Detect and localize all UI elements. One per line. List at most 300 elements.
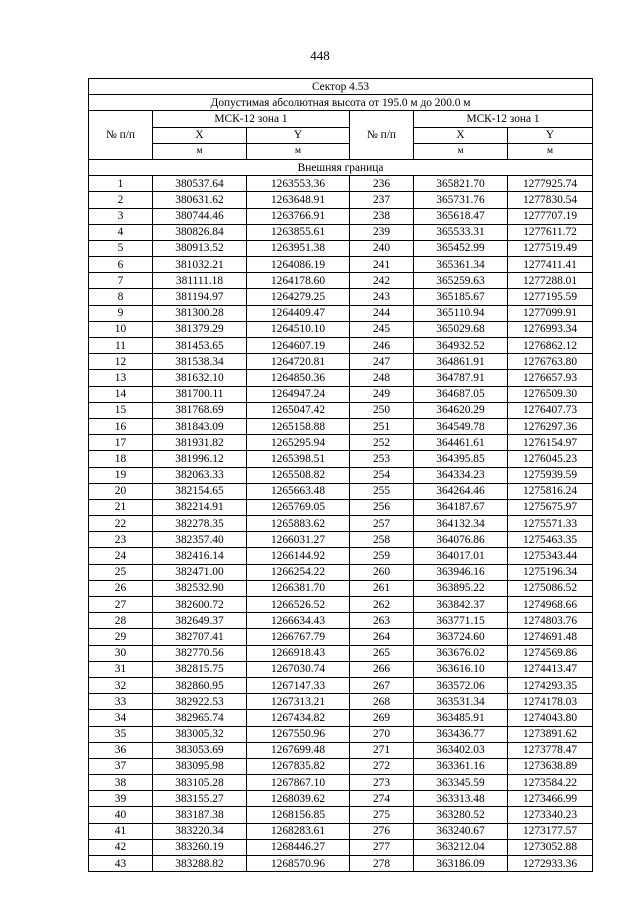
point-number-cell: 16	[89, 418, 153, 434]
y-coordinate-cell: 1273177.57	[508, 823, 593, 839]
table-row	[89, 694, 593, 710]
x-coordinate-cell: 382860.95	[153, 677, 247, 693]
x-coordinate-cell: 381843.09	[153, 418, 247, 434]
y-coordinate-cell: 1264720.81	[247, 354, 350, 370]
y-coordinate-cell: 1275463.35	[508, 532, 593, 548]
y-coordinate-cell: 1267147.33	[247, 677, 350, 693]
table-row	[89, 791, 593, 807]
x-coordinate-cell: 363240.67	[414, 823, 508, 839]
point-number-cell: 237	[350, 192, 414, 208]
x-coordinate-cell: 381931.82	[153, 435, 247, 451]
y-coordinate-cell: 1273778.47	[508, 742, 593, 758]
y-coordinate-cell: 1276045.23	[508, 451, 593, 467]
x-coordinate-cell: 383260.19	[153, 839, 247, 855]
point-number-cell: 244	[350, 305, 414, 321]
x-coordinate-cell: 382278.35	[153, 516, 247, 532]
y-coordinate-cell: 1265663.48	[247, 483, 350, 499]
table-row	[89, 548, 593, 564]
x-coordinate-cell: 363771.15	[414, 613, 508, 629]
y-coordinate-cell: 1275086.52	[508, 580, 593, 596]
point-number-cell: 41	[89, 823, 153, 839]
point-number-cell: 14	[89, 386, 153, 402]
x-coordinate-cell: 363313.48	[414, 791, 508, 807]
point-number-cell: 260	[350, 564, 414, 580]
point-number-cell: 18	[89, 451, 153, 467]
y-coordinate-cell: 1263855.61	[247, 224, 350, 240]
x-coordinate-cell: 382815.75	[153, 661, 247, 677]
point-number-cell: 10	[89, 321, 153, 337]
num-header-right: № п/п	[350, 111, 414, 160]
boundary-row	[89, 159, 593, 175]
y-coordinate-cell: 1265047.42	[247, 402, 350, 418]
y-coordinate-cell: 1275675.97	[508, 499, 593, 515]
table-row	[89, 208, 593, 224]
x-coordinate-cell: 382965.74	[153, 710, 247, 726]
point-number-cell: 4	[89, 224, 153, 240]
point-number-cell: 31	[89, 661, 153, 677]
y-coordinate-cell: 1275816.24	[508, 483, 593, 499]
point-number-cell: 1	[89, 176, 153, 192]
x-coordinate-cell: 363485.91	[414, 710, 508, 726]
table-row	[89, 370, 593, 386]
point-number-cell: 30	[89, 645, 153, 661]
page-number: 448	[310, 48, 330, 63]
y-coordinate-cell: 1274691.48	[508, 629, 593, 645]
y-coordinate-cell: 1276657.93	[508, 370, 593, 386]
point-number-cell: 248	[350, 370, 414, 386]
x-coordinate-cell: 381632.10	[153, 370, 247, 386]
table-row	[89, 192, 593, 208]
x-coordinate-cell: 363676.02	[414, 645, 508, 661]
table-row	[89, 418, 593, 434]
point-number-cell: 28	[89, 613, 153, 629]
x-coordinate-cell: 381300.28	[153, 305, 247, 321]
point-number-cell: 272	[350, 758, 414, 774]
y-coordinate-cell: 1273466.99	[508, 791, 593, 807]
y-coordinate-cell: 1277519.49	[508, 240, 593, 256]
y-coordinate-cell: 1264279.25	[247, 289, 350, 305]
point-number-cell: 270	[350, 726, 414, 742]
y-coordinate-cell: 1276862.12	[508, 338, 593, 354]
sector-title: Сектор 4.53	[89, 79, 593, 95]
y-coordinate-cell: 1268156.85	[247, 807, 350, 823]
point-number-cell: 238	[350, 208, 414, 224]
point-number-cell: 251	[350, 418, 414, 434]
x-coordinate-cell: 383005.32	[153, 726, 247, 742]
x-coordinate-cell: 380631.62	[153, 192, 247, 208]
table-row	[89, 726, 593, 742]
point-number-cell: 26	[89, 580, 153, 596]
point-number-cell: 12	[89, 354, 153, 370]
point-number-cell: 9	[89, 305, 153, 321]
y-coordinate-cell: 1264409.47	[247, 305, 350, 321]
y-coordinate-cell: 1266381.70	[247, 580, 350, 596]
x-coordinate-cell: 380913.52	[153, 240, 247, 256]
y-coordinate-cell: 1265508.82	[247, 467, 350, 483]
point-number-cell: 245	[350, 321, 414, 337]
point-number-cell: 250	[350, 402, 414, 418]
point-number-cell: 35	[89, 726, 153, 742]
table-row	[89, 629, 593, 645]
x-coordinate-cell: 381996.12	[153, 451, 247, 467]
x-coordinate-cell: 364932.52	[414, 338, 508, 354]
y-coordinate-cell: 1265158.88	[247, 418, 350, 434]
x-coordinate-cell: 363531.34	[414, 694, 508, 710]
table-row	[89, 435, 593, 451]
y-coordinate-cell: 1268570.96	[247, 856, 350, 872]
x-coordinate-cell: 381538.34	[153, 354, 247, 370]
y-coordinate-cell: 1277411.41	[508, 257, 593, 273]
table-row	[89, 240, 593, 256]
x-coordinate-cell: 364549.78	[414, 418, 508, 434]
y-coordinate-cell: 1273584.22	[508, 775, 593, 791]
y-coordinate-cell: 1264850.36	[247, 370, 350, 386]
sector-title-row	[89, 79, 593, 95]
point-number-cell: 20	[89, 483, 153, 499]
x-coordinate-cell: 364264.46	[414, 483, 508, 499]
table-row	[89, 386, 593, 402]
y-coordinate-cell: 1264086.19	[247, 257, 350, 273]
y-coordinate-cell: 1267867.10	[247, 775, 350, 791]
point-number-cell: 269	[350, 710, 414, 726]
table-row	[89, 289, 593, 305]
x-coordinate-cell: 383053.69	[153, 742, 247, 758]
point-number-cell: 246	[350, 338, 414, 354]
x-coordinate-cell: 364187.67	[414, 499, 508, 515]
x-coordinate-cell: 364395.85	[414, 451, 508, 467]
y-header-left: Y	[247, 127, 350, 143]
x-coordinate-cell: 381194.97	[153, 289, 247, 305]
point-number-cell: 32	[89, 677, 153, 693]
x-coordinate-cell: 365533.31	[414, 224, 508, 240]
point-number-cell: 13	[89, 370, 153, 386]
x-coordinate-cell: 383155.27	[153, 791, 247, 807]
y-coordinate-cell: 1263553.36	[247, 176, 350, 192]
y-coordinate-cell: 1267434.82	[247, 710, 350, 726]
x-coordinate-cell: 383187.38	[153, 807, 247, 823]
point-number-cell: 262	[350, 597, 414, 613]
point-number-cell: 37	[89, 758, 153, 774]
y-coordinate-cell: 1277288.01	[508, 273, 593, 289]
table-row	[89, 176, 593, 192]
y-coordinate-cell: 1273340.23	[508, 807, 593, 823]
point-number-cell: 265	[350, 645, 414, 661]
point-number-cell: 19	[89, 467, 153, 483]
point-number-cell: 3	[89, 208, 153, 224]
coordinates-table	[88, 78, 593, 872]
x-coordinate-cell: 365110.94	[414, 305, 508, 321]
x-coordinate-cell: 363842.37	[414, 597, 508, 613]
x-coordinate-cell: 382770.56	[153, 645, 247, 661]
point-number-cell: 243	[350, 289, 414, 305]
y-coordinate-cell: 1268446.27	[247, 839, 350, 855]
point-number-cell: 274	[350, 791, 414, 807]
x-coordinate-cell: 380744.46	[153, 208, 247, 224]
y-coordinate-cell: 1277925.74	[508, 176, 593, 192]
x-coordinate-cell: 365259.63	[414, 273, 508, 289]
table-row	[89, 564, 593, 580]
point-number-cell: 2	[89, 192, 153, 208]
x-coordinate-cell: 365821.70	[414, 176, 508, 192]
y-coordinate-cell: 1268283.61	[247, 823, 350, 839]
x-coordinate-cell: 382357.40	[153, 532, 247, 548]
altitude-row	[89, 95, 593, 111]
table-row	[89, 580, 593, 596]
table-row	[89, 532, 593, 548]
x-coordinate-cell: 381032.21	[153, 257, 247, 273]
x-coordinate-cell: 382471.00	[153, 564, 247, 580]
x-coordinate-cell: 382707.41	[153, 629, 247, 645]
zone-header-right: МСК-12 зона 1	[414, 111, 593, 127]
point-number-cell: 38	[89, 775, 153, 791]
table-row	[89, 645, 593, 661]
x-coordinate-cell: 363616.10	[414, 661, 508, 677]
x-coordinate-cell: 365029.68	[414, 321, 508, 337]
y-coordinate-cell: 1264947.24	[247, 386, 350, 402]
table-row	[89, 499, 593, 515]
table-row	[89, 451, 593, 467]
point-number-cell: 277	[350, 839, 414, 855]
point-number-cell: 276	[350, 823, 414, 839]
y-coordinate-cell: 1266526.52	[247, 597, 350, 613]
y-coordinate-cell: 1266031.27	[247, 532, 350, 548]
x-unit-left: м	[153, 143, 247, 159]
y-coordinate-cell: 1277830.54	[508, 192, 593, 208]
x-coordinate-cell: 364334.23	[414, 467, 508, 483]
x-coordinate-cell: 363345.59	[414, 775, 508, 791]
x-coordinate-cell: 382416.14	[153, 548, 247, 564]
point-number-cell: 249	[350, 386, 414, 402]
x-coordinate-cell: 383288.82	[153, 856, 247, 872]
x-coordinate-cell: 382600.72	[153, 597, 247, 613]
y-header-right: Y	[508, 127, 593, 143]
x-coordinate-cell: 380537.64	[153, 176, 247, 192]
x-coordinate-cell: 382649.37	[153, 613, 247, 629]
y-coordinate-cell: 1274569.86	[508, 645, 593, 661]
y-coordinate-cell: 1274803.76	[508, 613, 593, 629]
point-number-cell: 261	[350, 580, 414, 596]
point-number-cell: 27	[89, 597, 153, 613]
x-coordinate-cell: 380826.84	[153, 224, 247, 240]
y-coordinate-cell: 1277099.91	[508, 305, 593, 321]
x-coordinate-cell: 383095.98	[153, 758, 247, 774]
y-coordinate-cell: 1264178.60	[247, 273, 350, 289]
y-coordinate-cell: 1274293.35	[508, 677, 593, 693]
x-coordinate-cell: 364132.34	[414, 516, 508, 532]
point-number-cell: 252	[350, 435, 414, 451]
table-row	[89, 257, 593, 273]
x-coordinate-cell: 363572.06	[414, 677, 508, 693]
point-number-cell: 253	[350, 451, 414, 467]
point-number-cell: 259	[350, 548, 414, 564]
table-row	[89, 856, 593, 872]
point-number-cell: 257	[350, 516, 414, 532]
point-number-cell: 241	[350, 257, 414, 273]
x-coordinate-cell: 382922.53	[153, 694, 247, 710]
x-coordinate-cell: 381768.69	[153, 402, 247, 418]
x-unit-right: м	[414, 143, 508, 159]
table-row	[89, 402, 593, 418]
point-number-cell: 36	[89, 742, 153, 758]
y-coordinate-cell: 1276407.73	[508, 402, 593, 418]
table-row	[89, 483, 593, 499]
y-coordinate-cell: 1275196.34	[508, 564, 593, 580]
y-coordinate-cell: 1277195.59	[508, 289, 593, 305]
y-coordinate-cell: 1274043.80	[508, 710, 593, 726]
x-coordinate-cell: 363361.16	[414, 758, 508, 774]
num-header-left: № п/п	[89, 111, 153, 160]
x-coordinate-cell: 363946.16	[414, 564, 508, 580]
point-number-cell: 22	[89, 516, 153, 532]
x-coordinate-cell: 382532.90	[153, 580, 247, 596]
coordinates-body	[89, 176, 593, 872]
x-header-right: X	[414, 127, 508, 143]
x-coordinate-cell: 365731.76	[414, 192, 508, 208]
y-coordinate-cell: 1267699.48	[247, 742, 350, 758]
y-coordinate-cell: 1266918.43	[247, 645, 350, 661]
point-number-cell: 258	[350, 532, 414, 548]
x-coordinate-cell: 363402.03	[414, 742, 508, 758]
point-number-cell: 24	[89, 548, 153, 564]
y-coordinate-cell: 1276297.36	[508, 418, 593, 434]
y-coordinate-cell: 1266767.79	[247, 629, 350, 645]
table-row	[89, 823, 593, 839]
y-coordinate-cell: 1276763.80	[508, 354, 593, 370]
table-row	[89, 613, 593, 629]
point-number-cell: 11	[89, 338, 153, 354]
x-coordinate-cell: 363895.22	[414, 580, 508, 596]
point-number-cell: 240	[350, 240, 414, 256]
point-number-cell: 278	[350, 856, 414, 872]
x-coordinate-cell: 381379.29	[153, 321, 247, 337]
y-coordinate-cell: 1267835.82	[247, 758, 350, 774]
x-coordinate-cell: 382154.65	[153, 483, 247, 499]
x-header-left: X	[153, 127, 247, 143]
x-coordinate-cell: 382214.91	[153, 499, 247, 515]
point-number-cell: 266	[350, 661, 414, 677]
point-number-cell: 39	[89, 791, 153, 807]
y-coordinate-cell: 1265295.94	[247, 435, 350, 451]
point-number-cell: 239	[350, 224, 414, 240]
axis-header-row	[89, 127, 593, 143]
point-number-cell: 21	[89, 499, 153, 515]
y-coordinate-cell: 1264510.10	[247, 321, 350, 337]
point-number-cell: 255	[350, 483, 414, 499]
table-row	[89, 273, 593, 289]
point-number-cell: 40	[89, 807, 153, 823]
table-row	[89, 775, 593, 791]
y-coordinate-cell: 1275571.33	[508, 516, 593, 532]
x-coordinate-cell: 364861.91	[414, 354, 508, 370]
x-coordinate-cell: 382063.33	[153, 467, 247, 483]
point-number-cell: 34	[89, 710, 153, 726]
x-coordinate-cell: 383220.34	[153, 823, 247, 839]
x-coordinate-cell: 364461.61	[414, 435, 508, 451]
x-coordinate-cell: 365185.67	[414, 289, 508, 305]
y-coordinate-cell: 1274178.03	[508, 694, 593, 710]
point-number-cell: 5	[89, 240, 153, 256]
point-number-cell: 267	[350, 677, 414, 693]
boundary-label: Внешняя граница	[89, 159, 593, 175]
y-coordinate-cell: 1272933.36	[508, 856, 593, 872]
y-coordinate-cell: 1266254.22	[247, 564, 350, 580]
table-row	[89, 597, 593, 613]
y-coordinate-cell: 1266144.92	[247, 548, 350, 564]
y-coordinate-cell: 1277611.72	[508, 224, 593, 240]
y-coordinate-cell: 1265398.51	[247, 451, 350, 467]
y-coordinate-cell: 1267550.96	[247, 726, 350, 742]
table-row	[89, 338, 593, 354]
table-row	[89, 758, 593, 774]
x-coordinate-cell: 381111.18	[153, 273, 247, 289]
x-coordinate-cell: 364687.05	[414, 386, 508, 402]
point-number-cell: 43	[89, 856, 153, 872]
y-coordinate-cell: 1273052.88	[508, 839, 593, 855]
table-row	[89, 661, 593, 677]
table-row	[89, 354, 593, 370]
y-coordinate-cell: 1277707.19	[508, 208, 593, 224]
point-number-cell: 271	[350, 742, 414, 758]
table-row	[89, 839, 593, 855]
unit-header-row	[89, 143, 593, 159]
table-row	[89, 677, 593, 693]
y-coordinate-cell: 1263766.91	[247, 208, 350, 224]
y-coordinate-cell: 1267030.74	[247, 661, 350, 677]
point-number-cell: 23	[89, 532, 153, 548]
table-row	[89, 321, 593, 337]
x-coordinate-cell: 365618.47	[414, 208, 508, 224]
y-unit-right: м	[508, 143, 593, 159]
table-row	[89, 742, 593, 758]
x-coordinate-cell: 364787.91	[414, 370, 508, 386]
point-number-cell: 268	[350, 694, 414, 710]
y-coordinate-cell: 1274968.66	[508, 597, 593, 613]
x-coordinate-cell: 363186.09	[414, 856, 508, 872]
y-coordinate-cell: 1273638.89	[508, 758, 593, 774]
y-coordinate-cell: 1276993.34	[508, 321, 593, 337]
zone-header-left: МСК-12 зона 1	[153, 111, 350, 127]
table-row	[89, 224, 593, 240]
table-row	[89, 807, 593, 823]
point-number-cell: 6	[89, 257, 153, 273]
point-number-cell: 254	[350, 467, 414, 483]
table-row	[89, 467, 593, 483]
point-number-cell: 242	[350, 273, 414, 289]
point-number-cell: 7	[89, 273, 153, 289]
x-coordinate-cell: 363280.52	[414, 807, 508, 823]
altitude-range: Допустимая абсолютная высота от 195.0 м до 200.0 м	[89, 95, 593, 111]
point-number-cell: 264	[350, 629, 414, 645]
y-coordinate-cell: 1266634.43	[247, 613, 350, 629]
y-unit-left: м	[247, 143, 350, 159]
x-coordinate-cell: 365452.99	[414, 240, 508, 256]
table-row	[89, 305, 593, 321]
y-coordinate-cell: 1274413.47	[508, 661, 593, 677]
x-coordinate-cell: 381700.11	[153, 386, 247, 402]
point-number-cell: 29	[89, 629, 153, 645]
point-number-cell: 33	[89, 694, 153, 710]
x-coordinate-cell: 363212.04	[414, 839, 508, 855]
y-coordinate-cell: 1264607.19	[247, 338, 350, 354]
point-number-cell: 247	[350, 354, 414, 370]
point-number-cell: 8	[89, 289, 153, 305]
point-number-cell: 273	[350, 775, 414, 791]
table-row	[89, 516, 593, 532]
y-coordinate-cell: 1263648.91	[247, 192, 350, 208]
x-coordinate-cell: 364017.01	[414, 548, 508, 564]
point-number-cell: 17	[89, 435, 153, 451]
point-number-cell: 275	[350, 807, 414, 823]
